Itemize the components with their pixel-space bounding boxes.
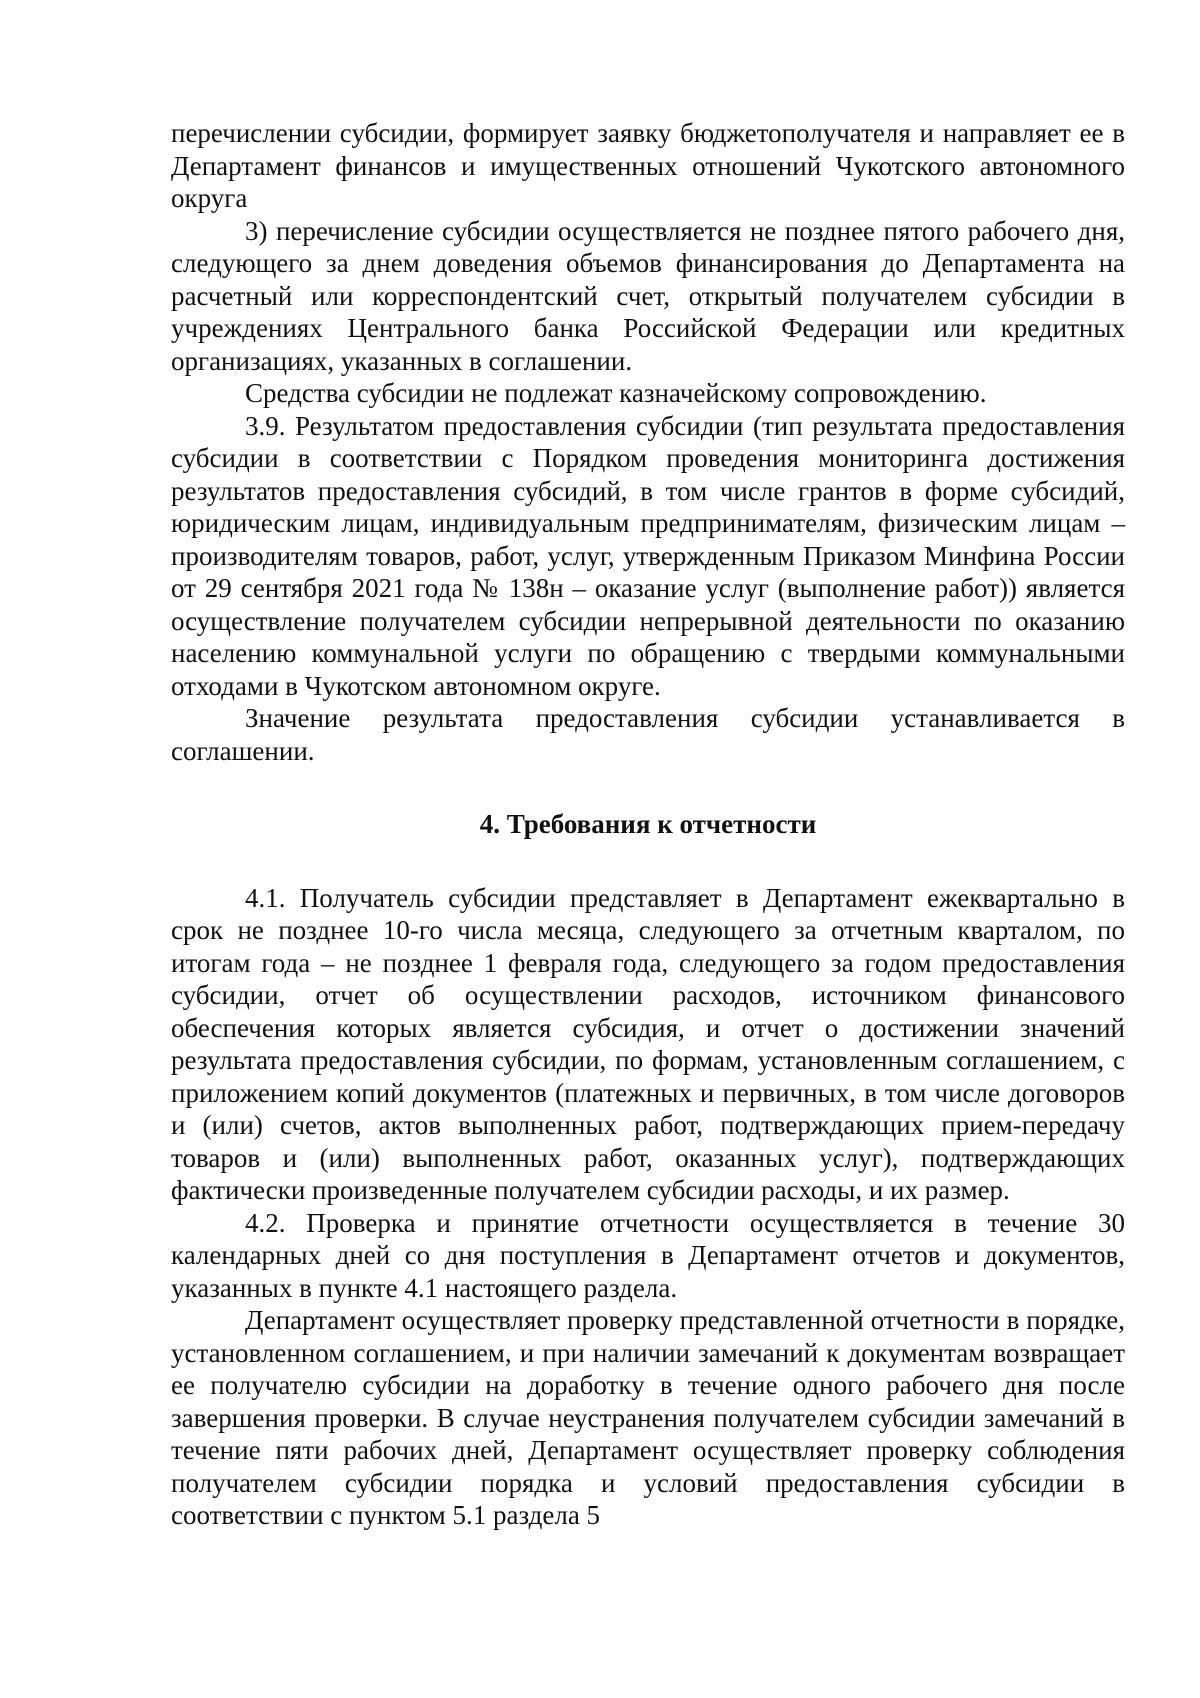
section-heading: 4. Требования к отчетности [479,809,817,839]
paragraph-item-3: 3) перечисление субсидии осуществляется не позднее пятого рабочего дня, следующего за днем доведения объемов финансирования до Департамента на расчетный или корреспондентский счет, открытый получателем субсидии в учреждениях Центрального банка Российской Федерации или кредитных организациях, указанных в соглашении. [171,215,1125,376]
paragraph-4-2: 4.2. Проверка и принятие отчетности осуществляется в течение 30 календарных дней со дня поступления в Департамент отчетов и документов, указанных в пункте 4.1 настоящего раздела. [171,1207,1125,1303]
paragraph-continuation: перечислении субсидии, формирует заявку бюджетополучателя и направляет ее в Департамент финансов и имущественных отношений Чукотского автономного округа [171,118,1125,213]
paragraph-review-procedure: Департамент осуществляет проверку представленной отчетности в порядке, установленном соглашением, и при наличии замечаний к документам возвращает ее получателю субсидии на доработку в течение одного рабочего дня после завершения проверки. В случае неустранения получателем субсидии замечаний в течение пяти рабочих дней, Департамент осуществляет проверку соблюдения получателем субсидии порядка и условий предоставления субсидии в соответствии с пунктом 5.1 раздела 5 [171,1305,1125,1530]
paragraph-4-1: 4.1. Получатель субсидии представляет в Департамент ежеквартально в срок не позднее 10-го числа месяца, следующего за отчетным кварталом, по итогам года – не позднее 1 февраля года, следующего за годом предоставления субсидии, отчет об осуществлении расходов, источником финансового обеспечения которых является субсидия, и отчет о достижении значений результата предоставления субсидии, по формам, установленным соглашением, с приложением копий документов (платежных и первичных, в том числе договоров и (или) счетов, актов выполненных работ, подтверждающих прием-передачу товаров и (или) выполненных работ, оказанных услуг), подтверждающих фактически произведенные получателем субсидии расходы, и их размер. [171,882,1125,1205]
paragraph-result-value: Значение результата предоставления субсидии устанавливается в соглашении. [171,703,1125,766]
paragraph-treasury-note: Средства субсидии не подлежат казначейскому сопровождению. [245,378,987,408]
document-page [171,117,1125,1532]
paragraph-3-9: 3.9. Результатом предоставления субсидии (тип результата предоставления субсидии в соответствии с Порядком проведения мониторинга достижения результатов предоставления субсидий, в том числе грантов в форме субсидий, юридическим лицам, индивидуальным предпринимателям, физическим лицам – производителям товаров, работ, услуг, утвержденным Приказом Минфина России от 29 сентября 2021 года № 138н – оказание услуг (выполнение работ)) является осуществление получателем субсидии непрерывной деятельности по оказанию населению коммунальной услуги по обращению с твердыми коммунальными отходами в Чукотском автономном округе. [171,410,1125,701]
